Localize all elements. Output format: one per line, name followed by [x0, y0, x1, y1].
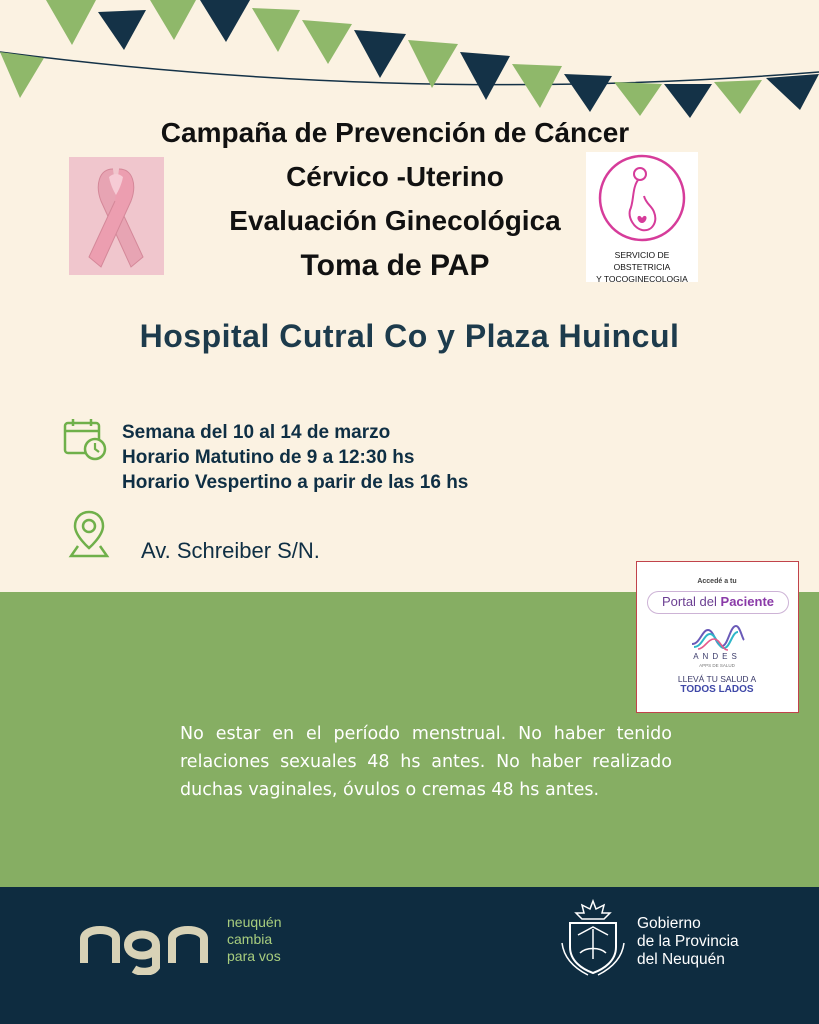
- portal-del-paciente-card[interactable]: [636, 561, 799, 713]
- portal-button-text: Portal del: [661, 594, 721, 609]
- campaign-title-line-4: Toma de PAP: [300, 249, 490, 282]
- government-name-line-2: de la Provincia: [637, 933, 739, 950]
- obstetrics-label-line-1: SERVICIO DE OBSTETRICIA: [613, 250, 671, 272]
- bunting-decoration-icon: [0, 0, 819, 120]
- government-name-line-3: del Neuquén: [637, 951, 725, 968]
- andes-name: ANDES: [693, 652, 741, 661]
- footer: [0, 887, 819, 1024]
- nqn-slogan-line-1: neuquén: [227, 914, 282, 930]
- andes-wave-icon: [690, 622, 746, 652]
- pink-ribbon-icon: [69, 157, 164, 275]
- pink-ribbon-image: [69, 157, 164, 275]
- obstetrics-label-line-2: Y TOCOGINECOLOGIA: [596, 274, 688, 284]
- schedule-block: [122, 420, 468, 495]
- address: Av. Schreiber S/N.: [141, 538, 320, 563]
- hospital-name: Hospital Cutral Co y Plaza Huincul: [139, 318, 680, 354]
- pregnant-woman-icon: [586, 152, 698, 248]
- portal-button[interactable]: [647, 591, 789, 614]
- portal-tagline-1: LLEVÁ TU SALUD A: [677, 674, 757, 684]
- schedule-morning: Horario Matutino de 9 a 12:30 hs: [122, 447, 415, 468]
- portal-access-label: Accedé a tu: [697, 578, 737, 585]
- location-pin-icon: [68, 508, 110, 560]
- campaign-title-line-1: Campaña de Prevención de Cáncer: [160, 117, 630, 148]
- campaign-title-line-2: Cérvico -Uterino: [286, 161, 504, 192]
- andes-subtitle: APPS DE SALUD: [699, 663, 735, 668]
- obstetrics-label: [586, 249, 698, 285]
- nqn-slogan-line-2: cambia: [227, 931, 273, 947]
- portal-button-bold: Paciente: [720, 594, 775, 609]
- schedule-week: Semana del 10 al 14 de marzo: [122, 422, 391, 443]
- government-name: [637, 915, 739, 969]
- nqn-slogan: [227, 914, 282, 965]
- obstetrics-logo: [586, 152, 698, 282]
- schedule-evening: Horario Vespertino a parir de las 16 hs: [122, 472, 469, 493]
- nqn-slogan-line-3: para vos: [227, 948, 281, 964]
- portal-tagline-2: TODOS LADOS: [680, 684, 754, 695]
- neuquen-crest-icon: [558, 897, 628, 977]
- campaign-title-line-3: Evaluación Ginecológica: [229, 205, 561, 236]
- conditions-text: No estar en el período menstrual. No haber tenido relaciones sexuales 48 hs antes. No haber realizado duchas vaginales, óvulos o cremas 48 hs antes.: [180, 724, 672, 800]
- government-name-line-1: Gobierno: [637, 915, 701, 932]
- calendar-clock-icon: [62, 416, 108, 462]
- nqn-logo-icon: [80, 915, 212, 975]
